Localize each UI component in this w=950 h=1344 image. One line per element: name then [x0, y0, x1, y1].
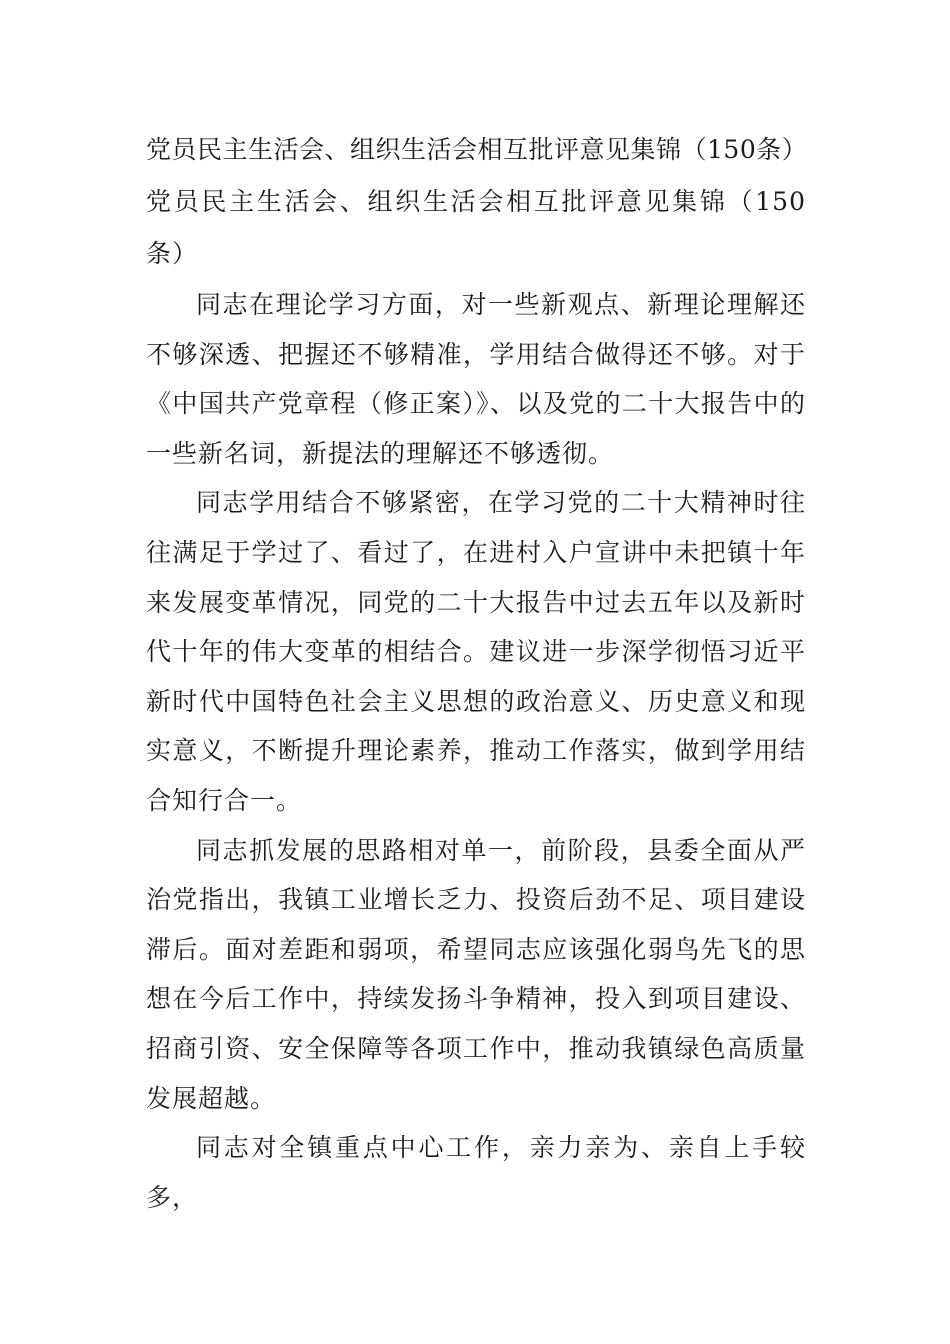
paragraph-4: 同志对全镇重点中心工作，亲力亲为、亲自上手较多， — [146, 1133, 806, 1212]
document-subtitle: 党员民主生活会、组织生活会相互批评意见集锦（150条） — [146, 187, 806, 268]
paragraph-3: 同志抓发展的思路相对单一，前阶段，县委全面从严治党指出，我镇工业增长乏力、投资后劲不足、项目建设滞后。面对差距和弱项，希望同志应该强化弱鸟先飞的思想在今后工作中，持续发扬斗争精神，投入到项目建设、招商引资、安全保障等各项工作中，推动我镇绿色高质量发展超越。 — [146, 835, 806, 1113]
paragraph-1: 同志在理论学习方面，对一些新观点、新理论理解还不够深透、把握还不够精准，学用结合做得还不够。对于《中国共产党章程（修正案）》、以及党的二十大报告中的一些新名词，新提法的理解还不够透彻。 — [146, 290, 806, 468]
paragraph-2: 同志学用结合不够紧密，在学习党的二十大精神时往往满足于学过了、看过了，在进村入户宣讲中未把镇十年来发展变革情况，同党的二十大报告中过去五年以及新时代十年的伟大变革的相结合。建议进一步深学彻悟习近平新时代中国特色社会主义思想的政治意义、历史意义和现实意义，不断提升理论素养，推动工作落实，做到学用结合知行合一。 — [146, 488, 806, 815]
document-body — [146, 124, 806, 1222]
document-title: 党员民主生活会、组织生活会相互批评意见集锦（150条） — [146, 135, 808, 164]
